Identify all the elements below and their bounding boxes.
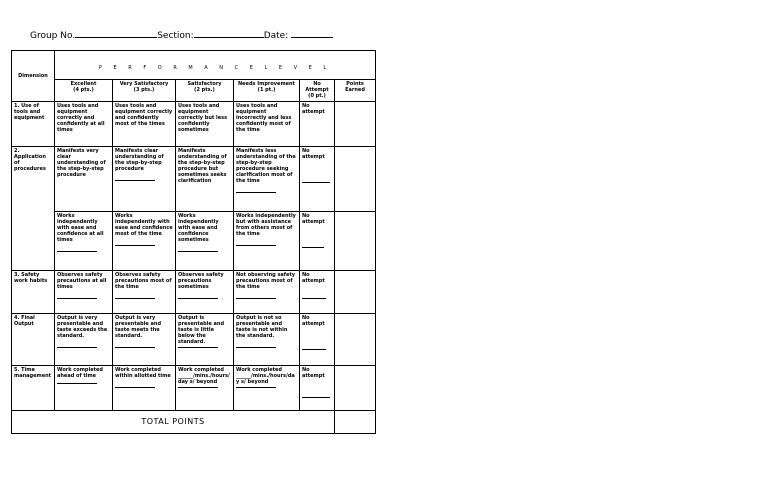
header-row-performance: [12, 51, 376, 80]
cell-text: Output is very presentable and taste meets the standard.: [115, 315, 162, 339]
points-cell[interactable]: [335, 147, 376, 212]
cell-text: Works independently with ease and confidence sometimes: [178, 213, 219, 243]
rubric-cell: [176, 102, 234, 147]
rubric-cell: [113, 147, 176, 212]
table-row: [12, 271, 376, 314]
dimension-label: 1. Use of tools and equipment: [12, 102, 55, 147]
level-name: No Attempt: [305, 81, 329, 93]
blank-line: [302, 247, 324, 248]
blank-line: [115, 387, 155, 388]
cell-text: Uses tools and equipment correctly but less confidently sometimes: [178, 103, 228, 133]
cell-text: Manifests very clear understanding of the step-by-step procedure: [57, 148, 106, 178]
level-name: Satisfactory: [187, 81, 222, 87]
rubric-cell: [176, 366, 234, 411]
level-points: (3 pts.): [133, 87, 155, 93]
cell-text: No attempt: [302, 367, 325, 379]
dimension-label: 4. Final Output: [12, 314, 55, 366]
cell-text: No attempt: [302, 148, 325, 160]
table-row: [12, 366, 376, 411]
section-label: Section:: [157, 31, 194, 41]
blank-line: [302, 397, 330, 398]
cell-text: Manifests understanding of the step-by-step procedure but sometimes seeks clarification: [178, 148, 227, 184]
total-row: [12, 411, 376, 434]
rubric-cell: [300, 147, 335, 212]
level-name: Very Satisfactory: [119, 81, 169, 87]
rubric-cell: [55, 212, 113, 271]
date-field[interactable]: [291, 29, 333, 38]
blank-line: [302, 349, 326, 350]
level-header-satisfactory: [176, 80, 234, 102]
total-points-label: TOTAL POINTS: [12, 411, 335, 434]
rubric-cell: [55, 102, 113, 147]
level-header-needs-improvement: [234, 80, 300, 102]
cell-text: Uses tools and equipment correctly and confidently most of the times: [115, 103, 173, 127]
rubric-cell: [113, 212, 176, 271]
rubric-table: [11, 50, 376, 434]
rubric-cell: [176, 314, 234, 366]
cell-text: Manifests less understanding of the step-by-step procedure seeking clarification most of the time: [236, 148, 296, 184]
dimension-header: Dimension: [12, 51, 55, 102]
header-row-levels: [12, 80, 376, 102]
level-header-excellent: [55, 80, 113, 102]
dimension-label: 2. Application of procedures: [12, 147, 55, 271]
cell-text: Works independently with ease and confidence at all times: [57, 213, 104, 243]
group-no-label: Group No.: [30, 31, 76, 41]
blank-line: [115, 298, 155, 299]
cell-text: Output is very presentable and taste exceeds the standard.: [57, 315, 108, 339]
date-label: Date:: [263, 31, 289, 41]
points-cell[interactable]: [335, 102, 376, 147]
rubric-cell: [113, 102, 176, 147]
cell-text: Output is presentable and taste is little below the standard.: [178, 315, 225, 345]
rubric-cell: [300, 271, 335, 314]
form-header: [30, 29, 333, 41]
rubric-cell: [55, 271, 113, 314]
table-row: [12, 102, 376, 147]
rubric-cell: [55, 147, 113, 212]
rubric-cell: [55, 314, 113, 366]
blank-line: [178, 251, 218, 252]
rubric-cell: [234, 271, 300, 314]
blank-line: [115, 347, 155, 348]
blank-line: [57, 347, 97, 348]
level-header-no-attempt: [300, 80, 335, 102]
rubric-cell: [300, 102, 335, 147]
blank-line: [236, 245, 276, 246]
level-points: (2 pts.): [194, 87, 215, 93]
rubric-cell: [113, 314, 176, 366]
cell-text: Observes safety precautions sometimes: [178, 272, 224, 290]
level-points: (0 pt.): [308, 93, 326, 99]
points-cell[interactable]: [335, 314, 376, 366]
cell-text: Work completed within allotted time: [115, 367, 171, 379]
rubric-cell: [234, 212, 300, 271]
rubric-cell: [234, 147, 300, 212]
dimension-label: 3. Safety work habits: [12, 271, 55, 314]
blank-line: [57, 251, 97, 252]
section-field[interactable]: [194, 29, 264, 38]
blank-line: [178, 387, 218, 388]
rubric-cell: [176, 271, 234, 314]
cell-text: Output is not so presentable and taste is not within the standard.: [236, 315, 288, 339]
cell-text: No attempt: [302, 272, 325, 284]
cell-text: Works independently but with assistance from others most of the time: [236, 213, 296, 237]
blank-line: [115, 180, 155, 181]
blank-line: [178, 298, 218, 299]
cell-text: Not observing safety precautions most of the time: [236, 272, 296, 290]
table-row: [12, 314, 376, 366]
rubric-cell: [176, 147, 234, 212]
rubric-cell: [113, 271, 176, 314]
rubric-cell: [300, 366, 335, 411]
dimension-label: 5. Time management: [12, 366, 55, 411]
rubric-cell: [234, 102, 300, 147]
table-row: [12, 212, 376, 271]
rubric-cell: [234, 366, 300, 411]
cell-text: Observes safety precautions at all times: [57, 272, 107, 290]
rubric-cell: [300, 314, 335, 366]
blank-line: [302, 182, 330, 183]
cell-text: Works independently with ease and confidence most of the time: [115, 213, 173, 237]
table-row: [12, 147, 376, 212]
cell-text: Manifests clear understanding of the step-by-step procedure: [115, 148, 164, 172]
rubric-cell: [234, 314, 300, 366]
points-cell[interactable]: [335, 366, 376, 411]
blank-line: [178, 347, 218, 348]
cell-text: No attempt: [302, 103, 325, 115]
cell-text: Work completed ______/mins./hours/day s/ beyond: [178, 367, 230, 385]
cell-text: Uses tools and equipment incorrectly and less confidently most of the time: [236, 103, 292, 133]
blank-line: [57, 383, 97, 384]
rubric-cell: [113, 366, 176, 411]
level-points: (1 pt.): [257, 87, 276, 93]
performance-level-header: P E R F O R M A N C E L E V E L: [55, 51, 376, 80]
blank-line: [236, 298, 276, 299]
blank-line: [236, 347, 276, 348]
cell-text: Work completed ahead of time: [57, 367, 103, 379]
rubric-cell: [55, 366, 113, 411]
points-cell[interactable]: [335, 212, 376, 271]
level-points: (4 pts.): [73, 87, 94, 93]
blank-line: [236, 387, 276, 388]
cell-text: No attempt: [302, 315, 325, 327]
rubric-cell: [300, 212, 335, 271]
level-name: Needs Improvement: [237, 81, 295, 87]
total-points-cell[interactable]: [335, 411, 376, 434]
cell-text: Uses tools and equipment correctly and confidently at all times: [57, 103, 105, 133]
cell-text: Observes safety precautions most of the time: [115, 272, 172, 290]
blank-line: [115, 245, 155, 246]
blank-line: [57, 298, 97, 299]
level-header-very-satisfactory: [113, 80, 176, 102]
points-cell[interactable]: [335, 271, 376, 314]
points-earned-header: Points Earned: [335, 80, 376, 102]
blank-line: [236, 192, 276, 193]
cell-text: Work completed ______/mins./hours/day s/ beyond: [236, 367, 295, 385]
level-name: Excellent: [70, 81, 97, 87]
blank-line: [302, 298, 326, 299]
rubric-cell: [176, 212, 234, 271]
group-no-field[interactable]: [75, 29, 157, 38]
cell-text: No attempt: [302, 213, 325, 225]
